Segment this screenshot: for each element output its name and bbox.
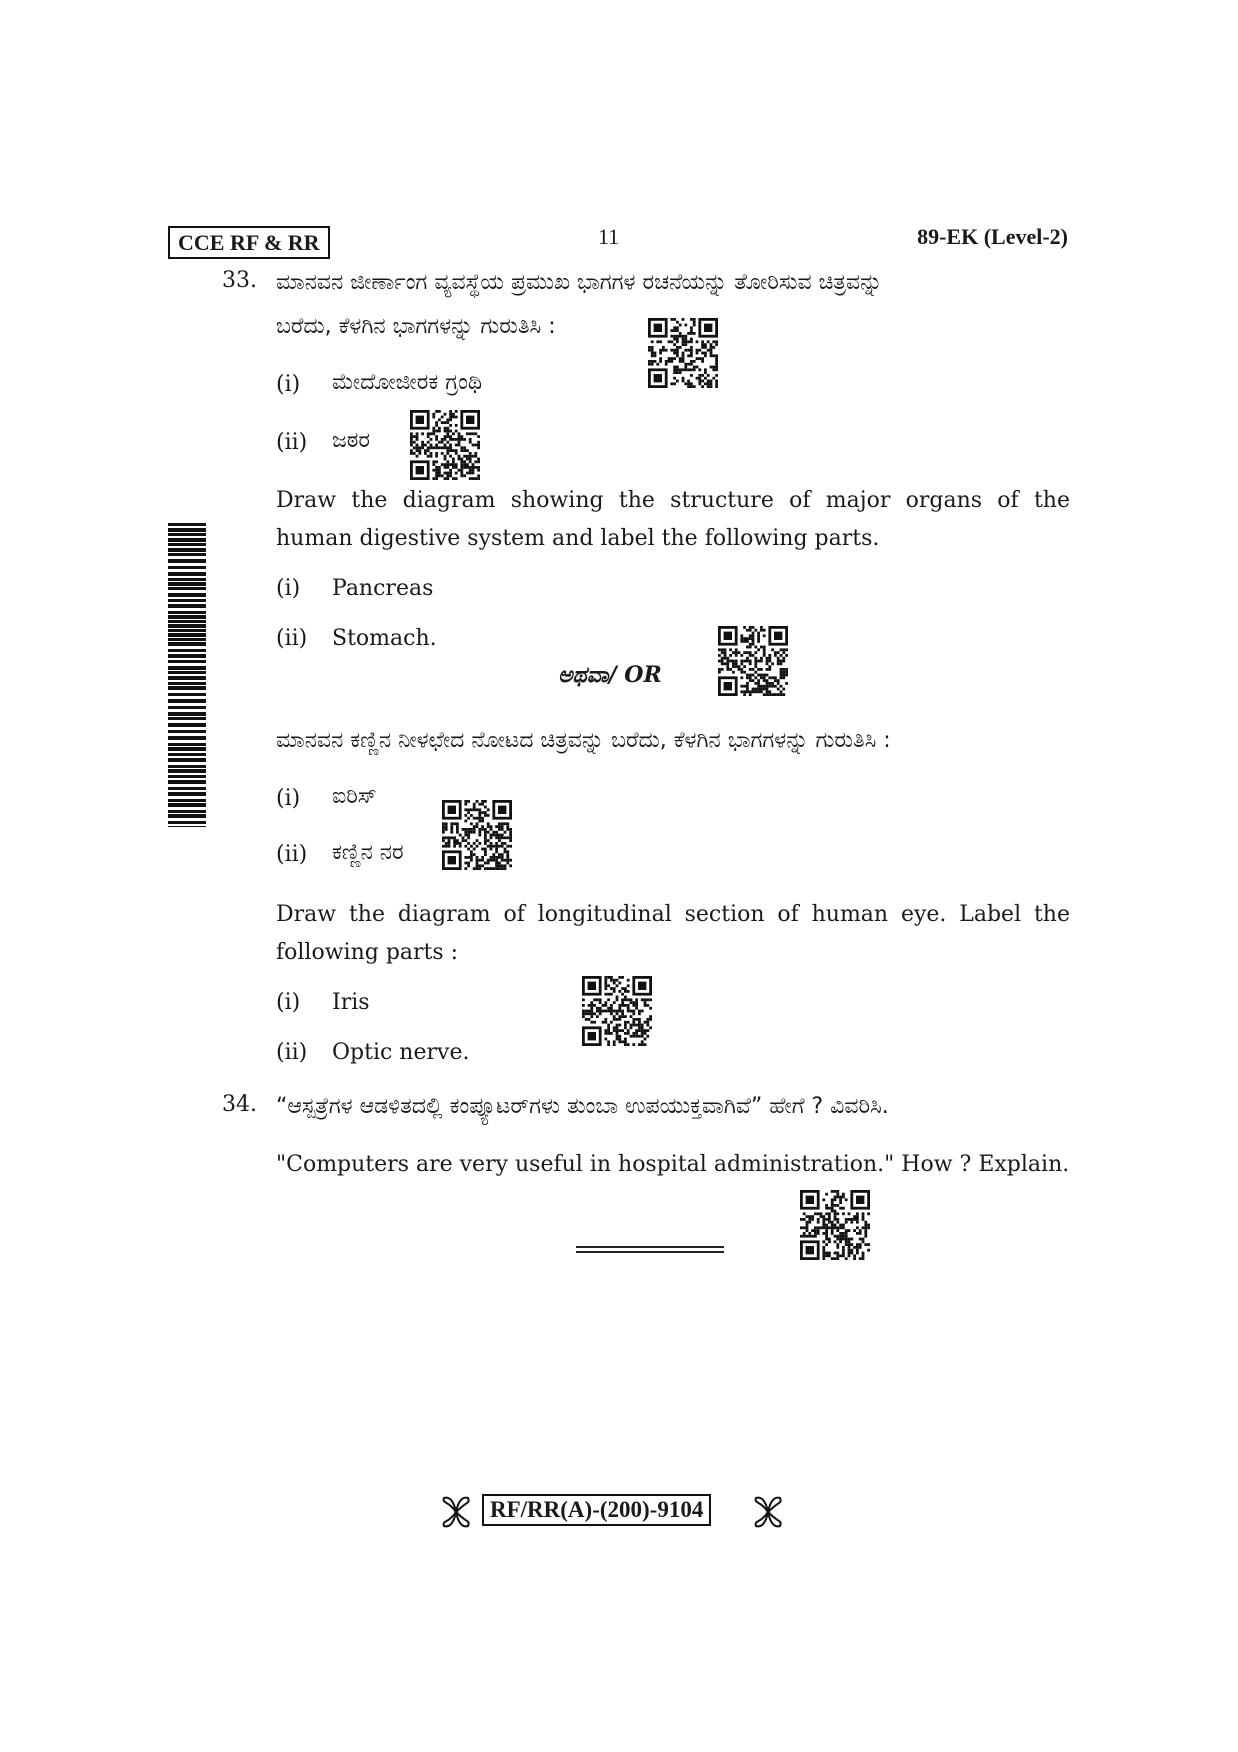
q34-english-text: "Computers are very useful in hospital administration." How ? Explain.	[276, 1152, 1070, 1177]
q33-en-part-label: Pancreas	[332, 576, 434, 601]
q33-kannada-line2: ಬರೆದು, ಕೆಳಗಿನ ಭಾಗಗಳನ್ನು ಗುರುತಿಸಿ :	[276, 314, 556, 339]
q33-alt-kn-part-label: ಕಣ್ಣಿನ ನರ	[332, 840, 404, 865]
flower-ornament-icon	[438, 1494, 474, 1530]
footer-code: RF/RR(A)-(200)-9104	[482, 1494, 711, 1526]
end-rule	[576, 1246, 724, 1248]
end-rule	[576, 1251, 724, 1253]
q33-kn-part-label: ಜಠರ	[332, 428, 371, 453]
q33-kn-part-num: (ii)	[276, 430, 308, 455]
qr-code-icon	[800, 1190, 870, 1260]
q33-english-text: Draw the diagram showing the structure of major organs of the human digestive system and label the following parts.	[276, 488, 1070, 551]
qr-code-icon	[442, 800, 512, 870]
q33-en-part-num: (i)	[276, 576, 301, 601]
header-left-code: CCE RF & RR	[168, 226, 330, 259]
paper-code: 89-EK (Level-2)	[917, 224, 1068, 249]
q33-alt-kannada: ಮಾನವನ ಕಣ್ಣಿನ ನೀಳಛೇದ ನೋಟದ ಚಿತ್ರವನ್ನು ಬರೆದು, ಕೆಳಗಿನ ಭಾಗಗಳನ್ನು ಗುರುತಿಸಿ :	[276, 728, 891, 753]
q33-alt-en-part-label: Iris	[332, 990, 370, 1015]
qr-code-icon	[648, 318, 718, 388]
qr-code-icon	[582, 976, 652, 1046]
q34-kannada-text: “ಆಸ್ಪತ್ರೆಗಳ ಆಡಳಿತದಲ್ಲಿ ಕಂಪ್ಯೂಟರ್‌ಗಳು ತುಂಬಾ ಉಪಯುಕ್ತವಾಗಿವೆ” ಹೇಗೆ ? ವಿವರಿಸಿ.	[276, 1094, 889, 1119]
q33-alt-english-text: Draw the diagram of longitudinal section of human eye. Label the following parts :	[276, 902, 1070, 965]
q33-en-part-num: (ii)	[276, 626, 308, 651]
q33-alt-kn-part-num: (i)	[276, 786, 301, 811]
q33-en-part-label: Stomach.	[332, 626, 437, 651]
q33-kannada-line1: ಮಾನವನ ಜೀರ್ಣಾಂಗ ವ್ಯವಸ್ಥೆಯ ಪ್ರಮುಖ ಭಾಗಗಳ ರಚನೆಯನ್ನು ತೋರಿಸುವ ಚಿತ್ರವನ್ನು	[276, 270, 883, 295]
question-number-34: 34.	[222, 1092, 257, 1117]
or-separator: ಅಥವಾ/ OR	[558, 662, 662, 688]
qr-code-icon	[718, 626, 788, 696]
q33-kn-part-num: (i)	[276, 372, 301, 397]
question-number-33: 33.	[222, 268, 257, 293]
q33-alt-en-part-label: Optic nerve.	[332, 1040, 470, 1065]
q33-alt-en-part-num: (i)	[276, 990, 301, 1015]
barcode-icon	[168, 523, 206, 827]
q33-alt-kn-part-label: ಐರಿಸ್	[332, 784, 377, 809]
q33-alt-en-part-num: (ii)	[276, 1040, 308, 1065]
q33-alt-kn-part-num: (ii)	[276, 842, 308, 867]
q33-kn-part-label: ಮೇದೋಜೀರಕ ಗ್ರಂಥಿ	[332, 370, 483, 395]
flower-ornament-icon	[750, 1494, 786, 1530]
page-number: 11	[598, 224, 620, 249]
qr-code-icon	[410, 410, 480, 480]
